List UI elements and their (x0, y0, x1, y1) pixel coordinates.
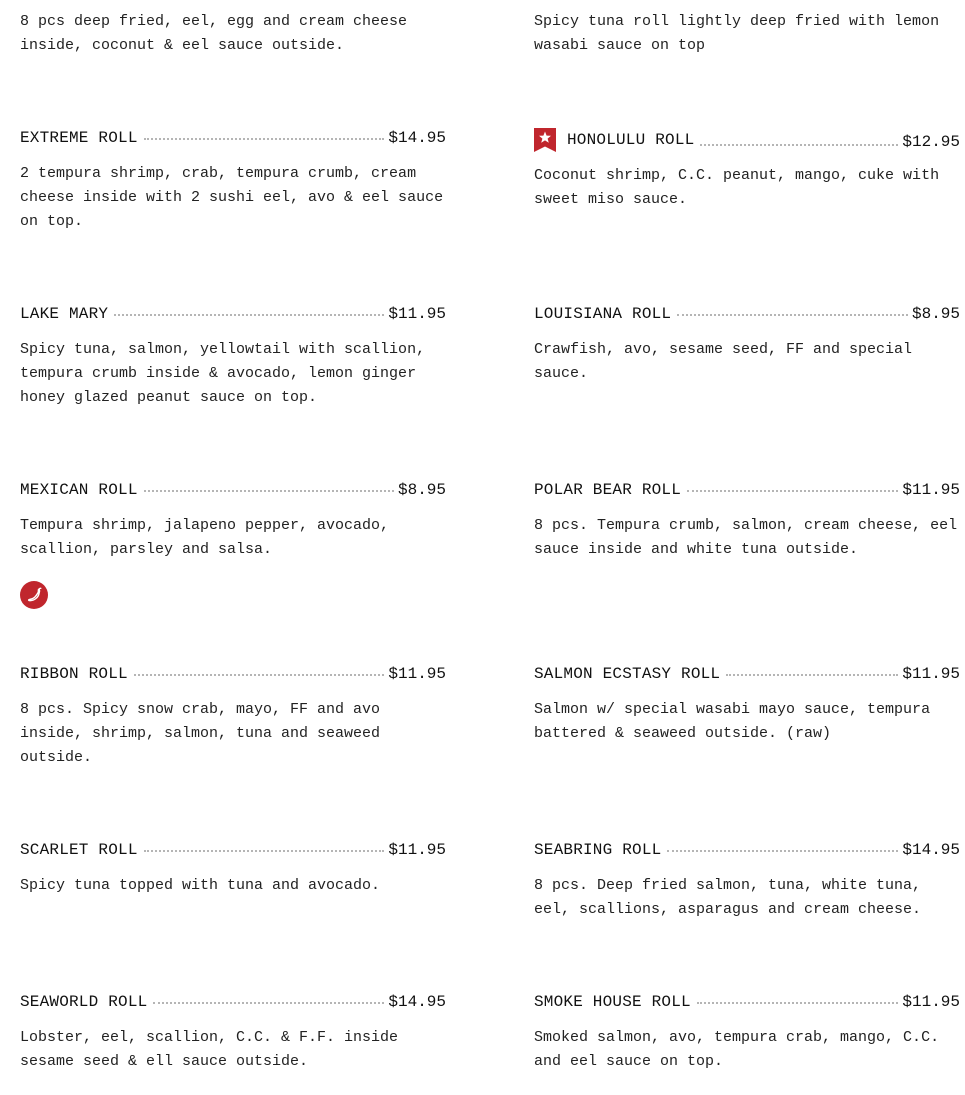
item-price: $8.95 (911, 305, 960, 323)
item-price: $11.95 (902, 993, 960, 1011)
dot-leader (677, 314, 908, 316)
item-price: $11.95 (388, 305, 446, 323)
item-name: SEABRING ROLL (534, 841, 662, 859)
item-description: Spicy tuna, salmon, yellowtail with scallion, tempura crumb inside & avocado, lemon ginger honey glazed peanut sauce on top. (20, 341, 426, 406)
item-description: 2 tempura shrimp, crab, tempura crumb, cream cheese inside with 2 sushi eel, avo & eel sauce on top. (20, 165, 444, 230)
dot-leader (153, 1002, 384, 1004)
item-description: Tempura shrimp, jalapeno pepper, avocado, scallion, parsley and salsa. (20, 517, 390, 558)
item-description: 8 pcs. Deep fried salmon, tuna, white tuna, eel, scallions, asparagus and cream cheese. (534, 877, 922, 918)
item-description: Coconut shrimp, C.C. peanut, mango, cuke with sweet miso sauce. (534, 167, 940, 208)
dot-leader (114, 314, 384, 316)
item-name: MEXICAN ROLL (20, 481, 138, 499)
item-price: $11.95 (902, 665, 960, 683)
dot-leader (144, 490, 394, 492)
item-name: SEAWORLD ROLL (20, 993, 148, 1011)
dot-leader (697, 1002, 899, 1004)
item-description: 8 pcs. Spicy snow crab, mayo, FF and avo inside, shrimp, salmon, tuna and seaweed outside. (20, 701, 381, 766)
item-price: $11.95 (388, 841, 446, 859)
item-price: $14.95 (902, 841, 960, 859)
item-name: SCARLET ROLL (20, 841, 138, 859)
item-name: LOUISIANA ROLL (534, 305, 672, 323)
menu-item-seabring-roll (534, 838, 960, 922)
item-description: Salmon w/ special wasabi mayo sauce, tempura battered & seaweed outside. (raw) (534, 701, 931, 742)
dot-leader (667, 850, 898, 852)
menu-item-scarlet-roll (20, 838, 446, 898)
item-description: Crawfish, avo, sesame seed, FF and special sauce. (534, 341, 913, 382)
dot-leader (134, 674, 385, 676)
dot-leader (144, 850, 385, 852)
item-name: SALMON ECSTASY ROLL (534, 665, 721, 683)
item-price: $14.95 (388, 993, 446, 1011)
item-name: SMOKE HOUSE ROLL (534, 993, 691, 1011)
item-price: $12.95 (902, 133, 960, 151)
menu-item-honolulu-roll (534, 128, 960, 212)
menu-item-smoke-house-roll (534, 990, 960, 1074)
menu-item-lake-mary (20, 302, 446, 410)
menu-item-mexican-roll (20, 478, 446, 562)
menu-item-salmon-ecstasy-roll (534, 662, 960, 746)
dot-leader (726, 674, 898, 676)
item-price: $8.95 (397, 481, 446, 499)
item-name: POLAR BEAR ROLL (534, 481, 682, 499)
item-description: Spicy tuna roll lightly deep fried with lemon wasabi sauce on top (534, 13, 940, 54)
item-name: LAKE MARY (20, 305, 109, 323)
item-price: $14.95 (388, 129, 446, 147)
item-name: RIBBON ROLL (20, 665, 128, 683)
chili-pepper-icon (20, 581, 48, 609)
item-name: EXTREME ROLL (20, 129, 138, 147)
item-description: 8 pcs deep fried, eel, egg and cream cheese inside, coconut & eel sauce outside. (20, 13, 408, 54)
menu-item-extreme-roll (20, 126, 446, 234)
item-price: $11.95 (902, 481, 960, 499)
menu-item-louisiana-roll (534, 302, 960, 386)
dot-leader (687, 490, 898, 492)
dot-leader (700, 144, 898, 146)
dot-leader (144, 138, 385, 140)
item-description: Smoked salmon, avo, tempura crab, mango, C.C. and eel sauce on top. (534, 1029, 940, 1070)
menu-item-ribbon-roll (20, 662, 446, 770)
item-description: Lobster, eel, scallion, C.C. & F.F. inside sesame seed & ell sauce outside. (20, 1029, 399, 1070)
menu-item-seaworld-roll (20, 990, 446, 1074)
star-bookmark-icon (534, 128, 556, 152)
menu-item-polar-bear-roll (534, 478, 960, 562)
item-name: HONOLULU ROLL (567, 131, 695, 149)
item-description: 8 pcs. Tempura crumb, salmon, cream cheese, eel sauce inside and white tuna outside. (534, 517, 958, 558)
item-description: Spicy tuna topped with tuna and avocado. (20, 877, 381, 894)
item-price: $11.95 (388, 665, 446, 683)
